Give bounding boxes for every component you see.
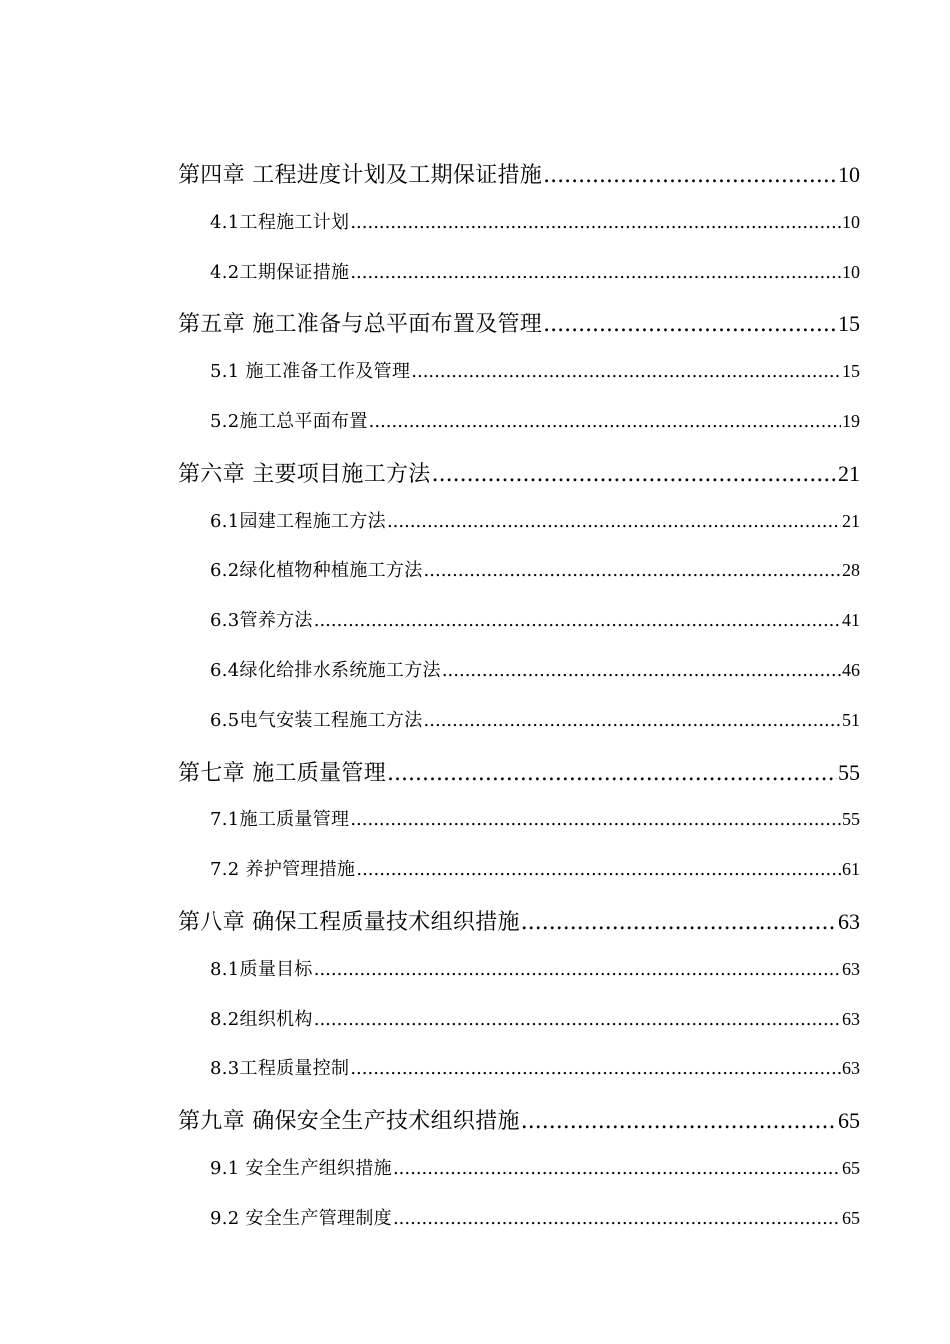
toc-entry-title: 9.1 安全生产组织措施 <box>210 1158 392 1179</box>
toc-entry-title: 4.1工程施工计划 <box>210 211 350 233</box>
toc-dot-leader <box>432 462 837 487</box>
toc-dot-leader <box>424 710 841 731</box>
toc-page-number: 51 <box>842 709 860 730</box>
toc-page-number: 63 <box>842 958 860 979</box>
toc-dot-leader <box>387 761 837 786</box>
toc-chapter-entry[interactable] <box>178 1104 860 1135</box>
toc-entry-title: 6.5电气安装工程施工方法 <box>210 709 423 731</box>
toc-page-number: 41 <box>842 610 860 631</box>
toc-dot-leader <box>314 610 841 631</box>
toc-page-number: 10 <box>842 211 860 232</box>
toc-section-entry[interactable] <box>210 507 860 533</box>
toc-chapter-entry[interactable] <box>178 307 860 338</box>
toc-dot-leader <box>314 959 841 980</box>
toc-page-number: 10 <box>842 261 860 282</box>
toc-section-entry[interactable] <box>210 805 860 831</box>
toc-entry-title: 6.4绿化给排水系统施工方法 <box>210 660 441 681</box>
toc-section-entry[interactable] <box>210 407 860 433</box>
toc-dot-leader <box>350 809 841 830</box>
toc-dot-leader <box>543 312 837 337</box>
toc-page-number: 65 <box>842 1207 860 1228</box>
toc-entry-title: 6.3管养方法 <box>210 610 313 632</box>
toc-dot-leader <box>369 411 841 432</box>
toc-section-entry[interactable] <box>210 1054 860 1080</box>
toc-section-entry[interactable] <box>210 258 860 284</box>
toc-dot-leader <box>314 1009 841 1030</box>
toc-page-number: 46 <box>842 660 860 680</box>
toc-entry-title: 5.1 施工准备工作及管理 <box>210 361 411 383</box>
toc-entry-title: 6.1园建工程施工方法 <box>210 510 386 532</box>
toc-entry-title: 第九章 确保安全生产技术组织措施 <box>178 1109 520 1135</box>
toc-page-number: 63 <box>838 909 860 934</box>
toc-page-number: 55 <box>838 759 860 785</box>
toc-dot-leader <box>424 560 841 581</box>
toc-page-number: 15 <box>842 361 860 382</box>
toc-page-number: 61 <box>842 859 860 880</box>
toc-dot-leader <box>521 910 837 935</box>
toc-dot-leader <box>350 212 841 233</box>
toc-section-entry[interactable] <box>210 706 860 732</box>
toc-dot-leader <box>442 660 841 681</box>
toc-entry-title: 第八章 确保工程质量技术组织措施 <box>178 910 520 935</box>
toc-page-number: 19 <box>842 411 860 431</box>
toc-page-number: 15 <box>838 311 860 337</box>
toc-entry-title: 6.2绿化植物种植施工方法 <box>210 560 423 582</box>
toc-dot-leader <box>411 361 841 382</box>
toc-section-entry[interactable] <box>210 1005 860 1031</box>
toc-chapter-entry[interactable] <box>178 756 860 787</box>
toc-dot-leader <box>356 859 841 880</box>
toc-entry-title: 7.2 养护管理措施 <box>210 859 356 881</box>
toc-entry-title: 8.2组织机构 <box>210 1008 313 1030</box>
toc-entry-title: 8.3工程质量控制 <box>210 1058 350 1080</box>
toc-entry-title: 第七章 施工质量管理 <box>178 760 386 786</box>
toc-section-entry[interactable] <box>210 1154 860 1180</box>
toc-entry-title: 9.2 安全生产管理制度 <box>210 1207 392 1229</box>
toc-page-number: 63 <box>842 1008 860 1029</box>
toc-dot-leader <box>393 1158 841 1179</box>
toc-entry-title: 8.1质量目标 <box>210 958 313 980</box>
toc-section-entry[interactable] <box>210 208 860 234</box>
toc-section-entry[interactable] <box>210 357 860 383</box>
toc-entry-title: 第四章 工程进度计划及工期保证措施 <box>178 163 543 188</box>
toc-entry-title: 第五章 施工准备与总平面布置及管理 <box>178 312 543 338</box>
toc-chapter-entry[interactable] <box>178 158 860 189</box>
toc-entry-title: 4.2工期保证措施 <box>210 261 350 283</box>
toc-section-entry[interactable] <box>210 556 860 582</box>
toc-chapter-entry[interactable] <box>178 905 860 936</box>
toc-chapter-entry[interactable] <box>178 457 860 488</box>
toc-section-entry[interactable] <box>210 656 860 682</box>
toc-section-entry[interactable] <box>210 955 860 981</box>
toc-page-number: 65 <box>838 1108 860 1134</box>
toc-page-number: 65 <box>842 1158 860 1178</box>
toc-entry-title: 5.2施工总平面布置 <box>210 411 368 432</box>
toc-dot-leader <box>521 1109 837 1134</box>
toc-page-number: 55 <box>842 809 860 830</box>
toc-dot-leader <box>387 511 841 532</box>
toc-section-entry[interactable] <box>210 606 860 632</box>
toc-page-number: 21 <box>838 460 860 486</box>
toc-section-entry[interactable] <box>210 1204 860 1230</box>
toc-page-number: 63 <box>842 1058 860 1079</box>
toc-section-entry[interactable] <box>210 855 860 881</box>
toc-entry-title: 第六章 主要项目施工方法 <box>178 461 431 487</box>
toc-dot-leader <box>350 1058 841 1079</box>
toc-page-number: 10 <box>838 162 860 187</box>
toc-page-number: 21 <box>842 510 860 531</box>
toc-entry-title: 7.1施工质量管理 <box>210 809 350 831</box>
toc-dot-leader <box>350 262 841 283</box>
toc-dot-leader <box>393 1208 841 1229</box>
toc-dot-leader <box>543 163 837 188</box>
toc-page-number: 28 <box>842 560 860 581</box>
